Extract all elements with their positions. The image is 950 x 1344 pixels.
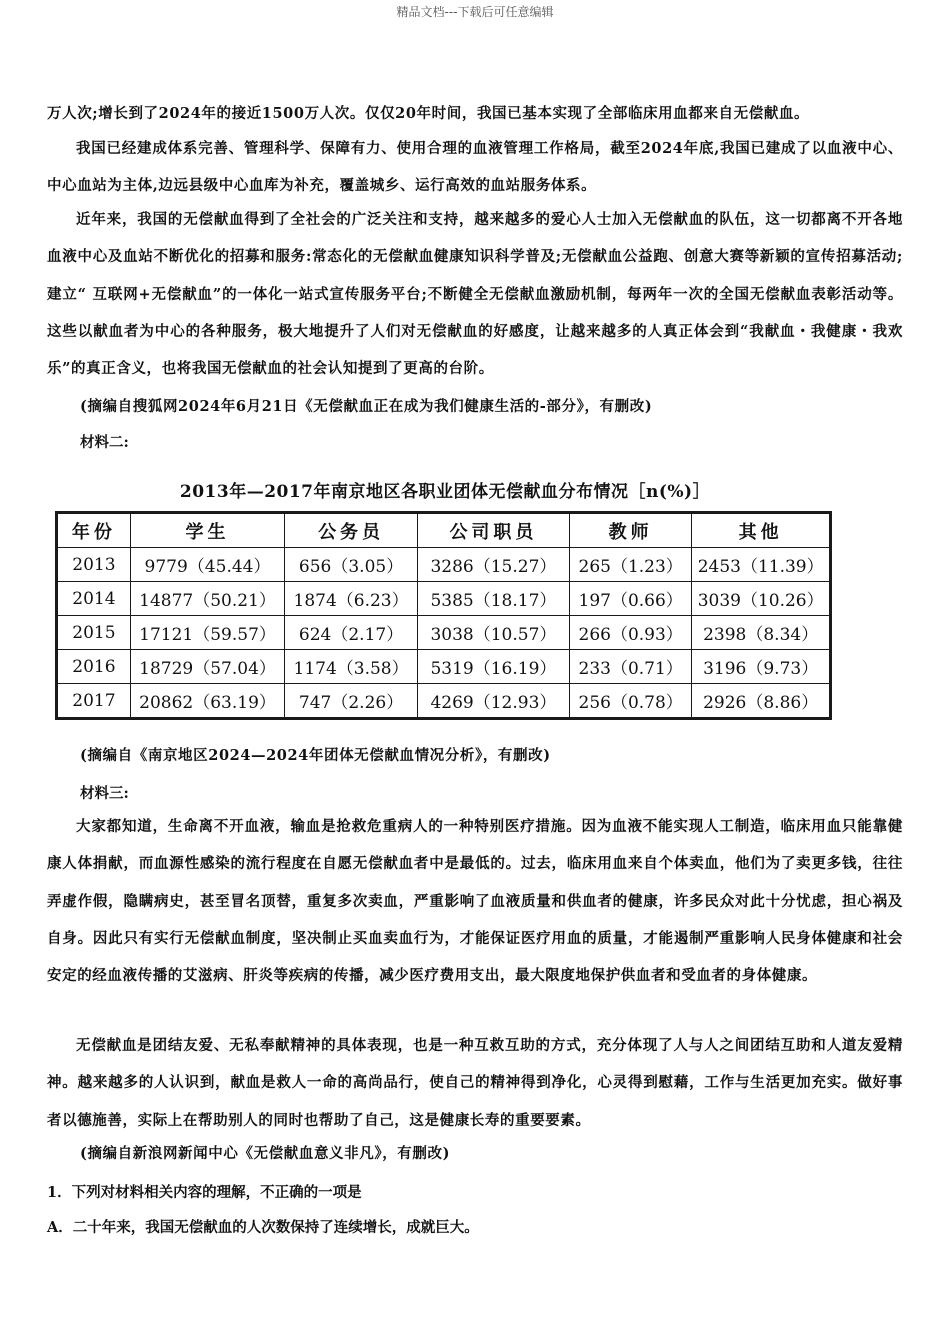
table-cell: 1874（6.23） (285, 582, 418, 616)
table-title: 2013年—2017年南京地区各职业团体无偿献血分布情况［n(%)］ (179, 482, 711, 502)
paragraph-3: 近年来，我国的无偿献血得到了全社会的广泛关注和支持，越来越多的爱心人士加入无偿献血的队伍，这一切都离不开各地血液中心及血站不断优化的招募和服务:常态化的无偿献血健康知识科学普及;无偿献血公益跑、创意大赛等新颖的宣传招募活动;建立“ 互联网+无偿献血”的一体化一站式宣传服务平台;不断健全无偿献血激励机制，每两年一次的全国无偿献血表彰活动等。这些以献血者为中心的各种服务，极大地提升了人们对无偿献血的好感度，让越来越多的人真正体会到“我献血・我健康・我欢乐”的真正含义，也将我国无偿献血的社会认知提到了更高的台阶。 (47, 211, 903, 378)
table-header-cell: 教师 (570, 513, 692, 548)
source-citation-2: (摘编自《南京地区2024—2024年团体无偿献血情况分析》，有删改) (80, 747, 551, 764)
table-cell: 2015 (57, 616, 131, 650)
table-cell: 256（0.78） (570, 684, 692, 719)
donation-table (55, 511, 832, 720)
table-cell: 197（0.66） (570, 582, 692, 616)
table-cell: 3286（15.27） (417, 548, 569, 582)
table-cell: 5385（18.17） (417, 582, 569, 616)
paragraph-2: 我国已经建成体系完善、管理科学、保障有力、使用合理的血液管理工作格局，截至2024年底,我国已建成了以血液中心、中心血站为主体,边远县级中心血库为补充，覆盖城乡、运行高效的血站服务体系。 (47, 140, 903, 195)
table-cell: 1174（3.58） (285, 650, 418, 684)
table-cell: 14877（50.21） (130, 582, 284, 616)
table-row (57, 582, 831, 616)
table-header-row (57, 513, 831, 548)
table-cell: 18729（57.04） (130, 650, 284, 684)
table-cell: 5319（16.19） (417, 650, 569, 684)
table-cell: 265（1.23） (570, 548, 692, 582)
material-3-label: 材料三: (80, 785, 129, 802)
paragraph-4: 大家都知道，生命离不开血液，输血是抢救危重病人的一种特别医疗措施。因为血液不能实现人工制造，临床用血只能靠健康人体捐献，而血源性感染的流行程度在自愿无偿献血者中是最低的。过去，临床用血来自个体卖血，他们为了卖更多钱，往往弄虚作假，隐瞒病史，甚至冒名顶替，重复多次卖血，严重影响了血液质量和供血者的健康，许多民众对此十分忧虑，担心祸及自身。因此只有实行无偿献血制度，坚决制止买血卖血行为，才能保证医疗用血的质量，才能遏制严重影响人民身体健康和社会安定的经血液传播的艾滋病、肝炎等疾病的传播，减少医疗费用支出，最大限度地保护供血者和受血者的身体健康。 (47, 818, 903, 985)
table-cell: 233（0.71） (570, 650, 692, 684)
table-row (57, 616, 831, 650)
table-cell: 624（2.17） (285, 616, 418, 650)
table-row (57, 684, 831, 719)
table-cell: 4269（12.93） (417, 684, 569, 719)
table-cell: 9779（45.44） (130, 548, 284, 582)
table-cell: 2013 (57, 548, 131, 582)
question-1: 1．下列对材料相关内容的理解，不正确的一项是 (47, 1184, 362, 1201)
table-header-cell: 年份 (57, 513, 131, 548)
table-header-cell: 公司职员 (417, 513, 569, 548)
table-cell: 266（0.93） (570, 616, 692, 650)
table-cell: 20862（63.19） (130, 684, 284, 719)
paragraph-5: 无偿献血是团结友爱、无私奉献精神的具体表现，也是一种互救互助的方式，充分体现了人与人之间团结互助和人道友爱精神。越来越多的人认识到，献血是救人一命的高尚品行，使自己的精神得到净化，心灵得到慰藉，工作与生活更加充实。做好事者以德施善，实际上在帮助别人的同时也帮助了自己，这是健康长寿的重要要素。 (47, 1037, 903, 1129)
table-cell: 2014 (57, 582, 131, 616)
material-2-label: 材料二: (80, 434, 129, 451)
table-cell: 747（2.26） (285, 684, 418, 719)
table-cell: 2926（8.86） (692, 684, 831, 719)
table-row (57, 548, 831, 582)
source-citation-1: (摘编自搜狐网2024年6月21日《无偿献血正在成为我们健康生活的-部分》，有删改) (80, 398, 653, 415)
table-cell: 3038（10.57） (417, 616, 569, 650)
table-cell: 2016 (57, 650, 131, 684)
table-cell: 3039（10.26） (692, 582, 831, 616)
table-cell: 3196（9.73） (692, 650, 831, 684)
page-header: 精品文档---下载后可任意编辑 (396, 5, 554, 19)
paragraph-1: 万人次;增长到了2024年的接近1500万人次。仅仅20年时间，我国已基本实现了全部临床用血都来自无偿献血。 (47, 105, 810, 122)
table-cell: 2017 (57, 684, 131, 719)
table-row (57, 650, 831, 684)
table-cell: 2453（11.39） (692, 548, 831, 582)
option-a: A．二十年来，我国无偿献血的人次数保持了连续增长，成就巨大。 (47, 1219, 479, 1236)
table-cell: 656（3.05） (285, 548, 418, 582)
source-citation-3: (摘编自新浪网新闻中心《无偿献血意义非凡》，有删改) (80, 1145, 451, 1162)
table-header-cell: 其他 (692, 513, 831, 548)
table-cell: 17121（59.57） (130, 616, 284, 650)
table-header-cell: 公务员 (285, 513, 418, 548)
table-cell: 2398（8.34） (692, 616, 831, 650)
table-header-cell: 学生 (130, 513, 284, 548)
